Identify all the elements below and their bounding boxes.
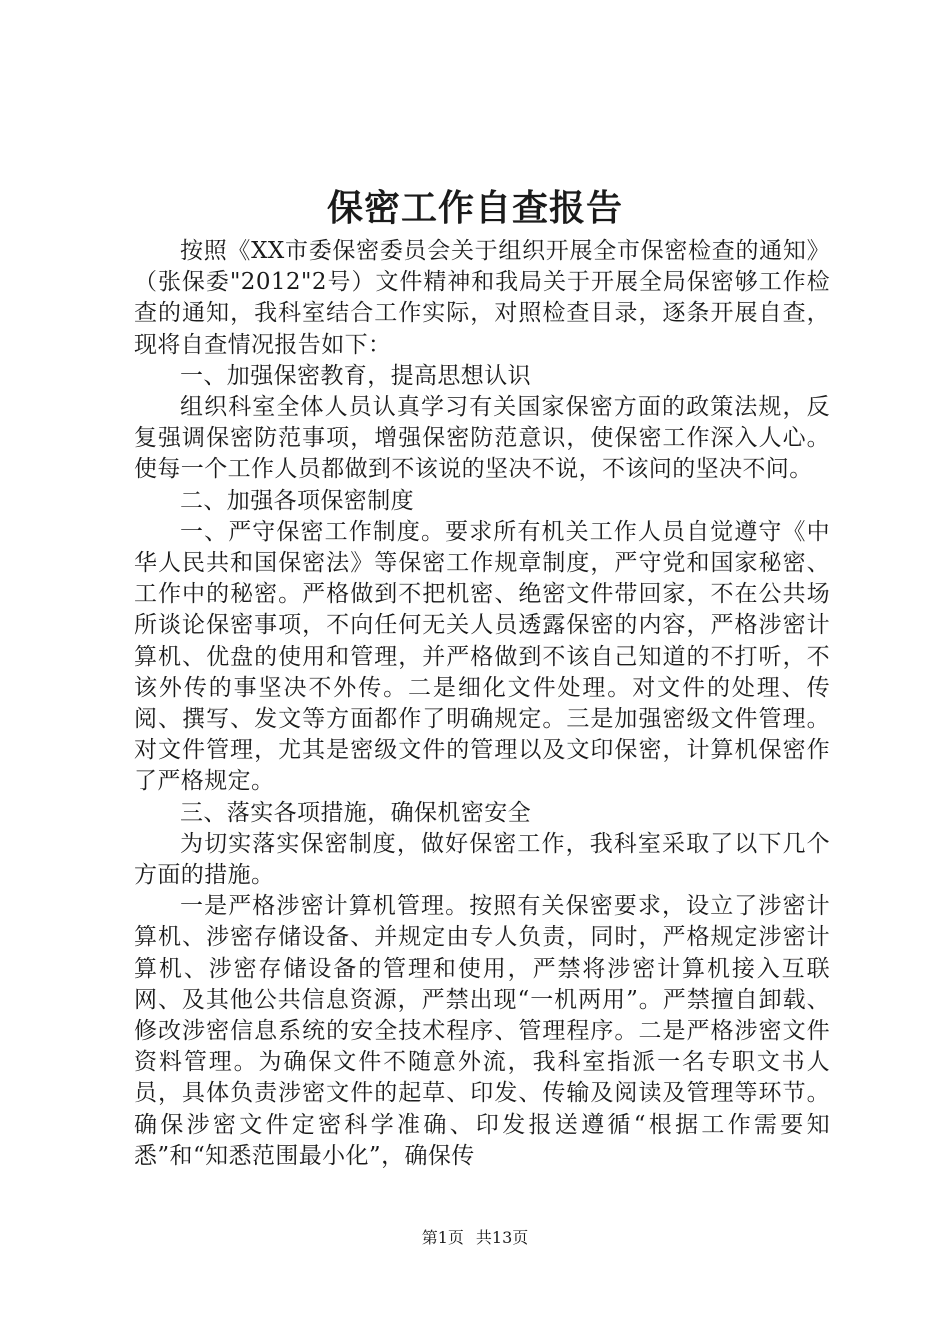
paragraph-intro: 按照《XX市委保密委员会关于组织开展全市保密检查的通知》（张保委"2012"2号）文件精神和我局关于开展全局保密够工作检查的通知，我科室结合工作实际，对照检查目录，逐条开展自查，现将自查情况报告如下： <box>134 238 830 358</box>
paragraph-education: 组织科室全体人员认真学习有关国家保密方面的政策法规，反复强调保密防范事项，增强保密防范意识，使保密工作深入人心。使每一个工作人员都做到不该说的坚决不说，不该问的坚决不问。 <box>134 394 830 483</box>
section-heading-2: 二、加强各项保密制度 <box>180 487 414 514</box>
section-heading-3: 三、落实各项措施，确保机密安全 <box>180 799 531 826</box>
page-title: 保密工作自查报告 <box>326 187 623 229</box>
page-number: 第1页 <box>421 1228 464 1247</box>
page-footer <box>0 1226 950 1250</box>
document-body <box>134 236 830 1172</box>
section-heading-1: 一、加强保密教育，提高思想认识 <box>180 362 531 389</box>
paragraph-rules: 一、严守保密工作制度。要求所有机关工作人员自觉遵守《中华人民共和国保密法》等保密工作规章制度，严守党和国家秘密、工作中的秘密。严格做到不把机密、绝密文件带回家，不在公共场所谈论保密事项，不向任何无关人员透露保密的内容，严格涉密计算机、优盘的使用和管理，并严格做到不该自己知道的不打听，不该外传的事坚决不外传。二是细化文件处理。对文件的处理、传阅、撰写、发文等方面都作了明确规定。三是加强密级文件管理。对文件管理，尤其是密级文件的管理以及文印保密，计算机保密作了严格规定。 <box>134 518 830 795</box>
page-total: 共13页 <box>475 1228 529 1247</box>
paragraph-measures: 一是严格涉密计算机管理。按照有关保密要求，设立了涉密计算机、涉密存储设备、并规定由专人负责，同时，严格规定涉密计算机、涉密存储设备的管理和使用，严禁将涉密计算机接入互联网、及其他公共信息资源，严禁出现“一机两用”。严禁擅自卸载、修改涉密信息系统的安全技术程序、管理程序。二是严格涉密文件资料管理。为确保文件不随意外流，我科室指派一名专职文书人员，具体负责涉密文件的起草、印发、传输及阅读及管理等环节。确保涉密文件定密科学准确、印发报送遵循“根据工作需要知悉”和“知悉范围最小化”，确保传 <box>134 893 830 1169</box>
paragraph-measures-intro: 为切实落实保密制度，做好保密工作，我科室采取了以下几个方面的措施。 <box>134 830 830 889</box>
